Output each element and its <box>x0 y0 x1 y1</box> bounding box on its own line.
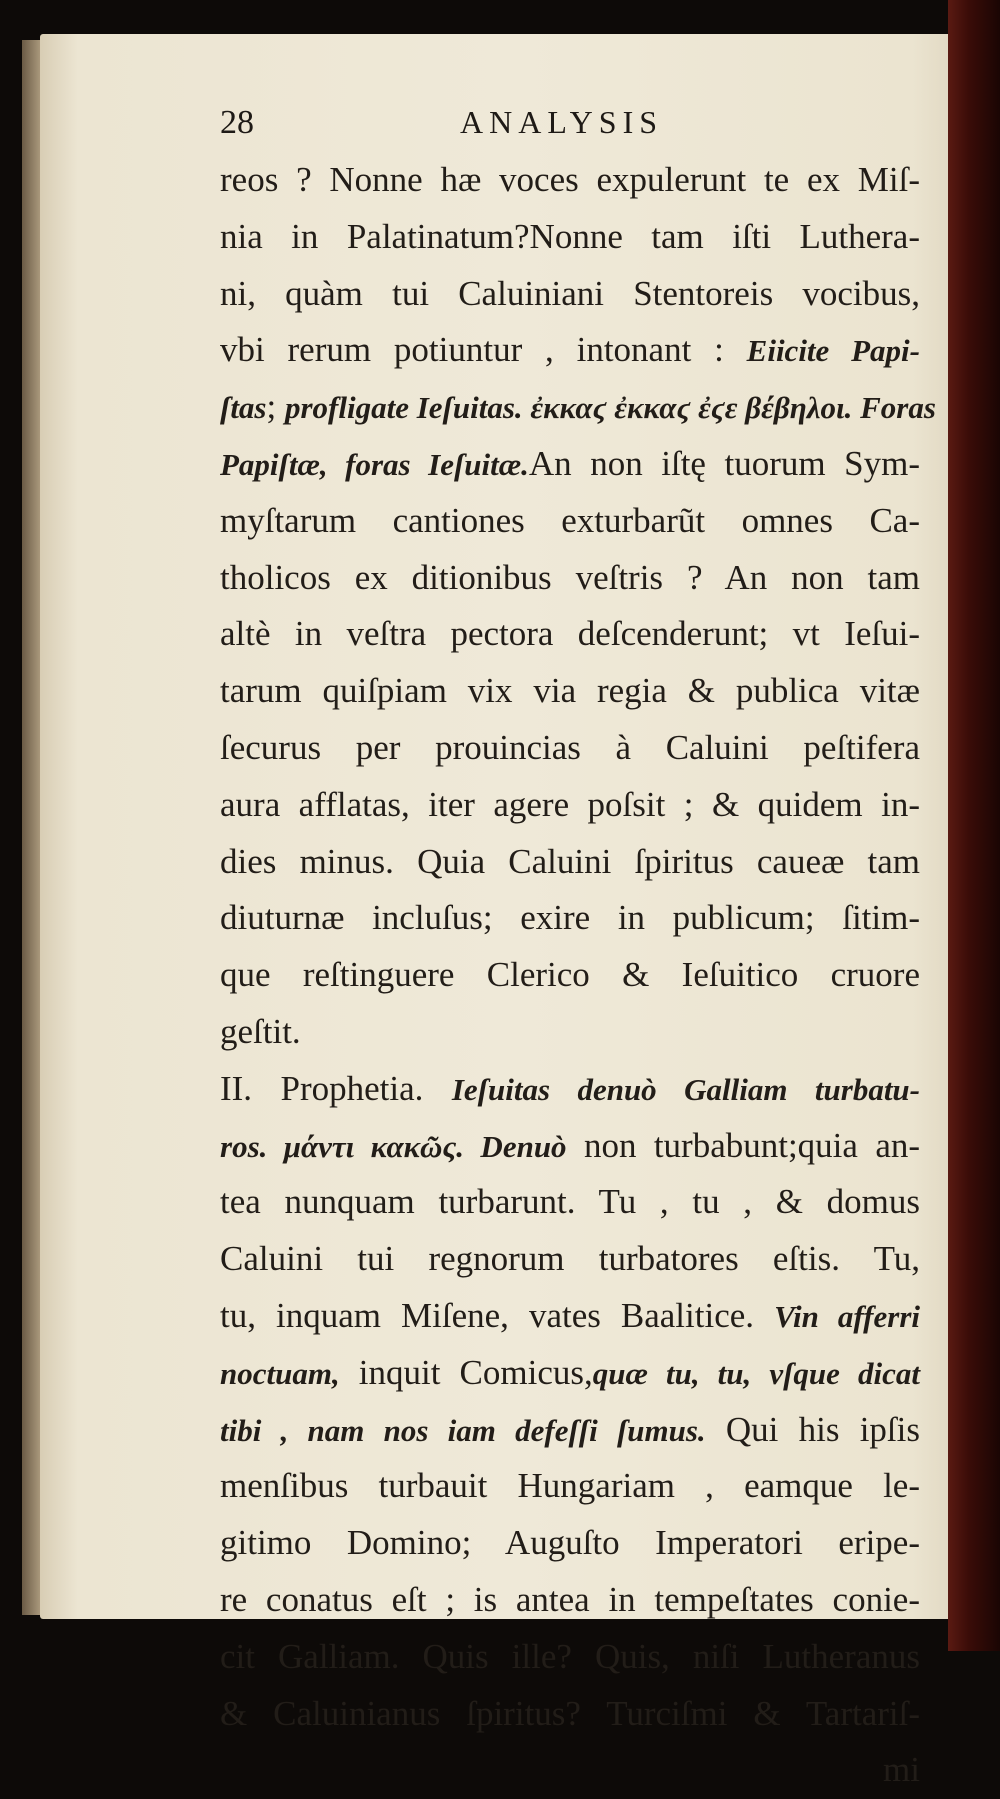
text-line <box>220 1572 920 1629</box>
roman-text: inquit Comicus, <box>339 1352 593 1392</box>
text-line <box>220 152 920 209</box>
roman-text: geſtit. <box>220 1011 301 1051</box>
italic-text: quæ tu, tu, vſque dicat <box>592 1355 921 1391</box>
text-line <box>220 606 920 663</box>
roman-text: tarum quiſpiam vix via regia & publica vitæ <box>220 671 920 711</box>
roman-text: An non iſtę tuorum Sym- <box>528 443 920 483</box>
roman-text: reos ? Nonne hæ voces expulerunt te ex Miſ- <box>220 160 920 199</box>
book-cover-edge <box>948 0 1000 1651</box>
text-line <box>220 379 936 436</box>
text-line <box>220 1345 920 1402</box>
italic-text: Vin afferri <box>774 1298 921 1334</box>
italic-text: tibi , nam nos iam defeſſi ſumus. <box>220 1412 706 1448</box>
text-line <box>220 1686 920 1743</box>
roman-text: menſibus turbauit Hungariam , eamque le- <box>220 1466 920 1506</box>
italic-text: Eiicite Papi- <box>746 333 920 369</box>
roman-text: tea nunquam turbarunt. Tu , tu , & domus <box>220 1182 920 1222</box>
text-line <box>220 720 920 777</box>
text-line <box>220 1004 920 1061</box>
catchword: mi <box>883 1750 920 1790</box>
body-text <box>220 152 936 1799</box>
italic-text: Papiſtæ, foras Ieſuitæ. <box>220 446 529 482</box>
roman-text: tholicos ex ditionibus veſtris ? An non tam <box>220 557 920 597</box>
text-line <box>220 834 920 891</box>
page-header <box>220 104 920 144</box>
text-line <box>220 1515 920 1572</box>
roman-text: dies minus. Quia Caluini ſpiritus caueæ tam <box>220 841 920 881</box>
text-line <box>220 777 920 834</box>
roman-text: myſtarum cantiones exturbarũt omnes Ca- <box>220 500 920 540</box>
roman-text: altè in veſtra pectora deſcenderunt; vt Ieſui- <box>220 614 920 654</box>
text-line <box>220 322 920 379</box>
text-line <box>220 1629 920 1686</box>
roman-text: que reſtinguere Clerico & Ieſuitico cruore <box>220 955 920 995</box>
text-line <box>220 890 920 947</box>
text-line <box>220 1288 920 1345</box>
italic-text: profligate Ieſuitas. ἐκκαϛ ἐκκαϛ ἐϛε βέβηλοι. Foras <box>284 390 936 426</box>
text-line <box>220 266 920 323</box>
roman-text: II. Prophetia. <box>220 1068 452 1108</box>
roman-text: non turbabunt;quia an- <box>566 1125 921 1165</box>
text-line <box>220 493 920 550</box>
roman-text: nia in Palatinatum?Nonne tam iſti Luthera- <box>220 216 920 256</box>
text-line <box>220 663 920 720</box>
italic-text: Ieſuitas denuò Galliam turbatu- <box>451 1071 920 1107</box>
roman-text: ; <box>266 387 285 427</box>
roman-text: Qui his ipſis <box>705 1409 920 1449</box>
text-line <box>220 1402 920 1459</box>
roman-text: re conatus eſt ; is antea in tempeſtates conie- <box>220 1579 920 1619</box>
roman-text: & Caluinianus ſpiritus? Turciſmi & Tartariſ- <box>220 1693 920 1733</box>
text-line <box>220 550 920 607</box>
text-line <box>220 209 920 266</box>
roman-text: Caluini tui regnorum turbatores eſtis. Tu, <box>220 1239 920 1279</box>
italic-text: ros. μάντι κακῶς. Denuò <box>220 1128 567 1164</box>
roman-text: aura afflatas, iter agere poſsit ; & quidem in- <box>220 784 920 824</box>
running-head: ANALYSIS <box>460 104 664 140</box>
text-line <box>220 436 920 493</box>
text-line <box>220 1458 920 1515</box>
text-line <box>220 1118 920 1175</box>
text-line <box>220 1174 920 1231</box>
text-line <box>220 1061 920 1118</box>
text-line <box>220 1231 920 1288</box>
page-number: 28 <box>220 104 254 141</box>
text-line <box>220 947 920 1004</box>
italic-text: noctuam, <box>220 1355 340 1391</box>
roman-text: ſecurus per prouincias à Caluini peſtifera <box>220 727 920 767</box>
roman-text: diuturnæ incluſus; exire in publicum; ſitim- <box>220 898 920 938</box>
roman-text: vbi rerum potiuntur , intonant : <box>220 330 747 370</box>
italic-text: ſtas <box>220 390 267 426</box>
roman-text: cit Galliam. Quis ille? Quis, niſi Lutheranus <box>220 1636 920 1676</box>
roman-text: gitimo Domino; Auguſto Imperatori eripe- <box>220 1523 920 1563</box>
roman-text: tu, inquam Miſene, vates Baalitice. <box>220 1295 775 1335</box>
roman-text: ni, quàm tui Caluiniani Stentoreis vocibus, <box>220 273 920 313</box>
